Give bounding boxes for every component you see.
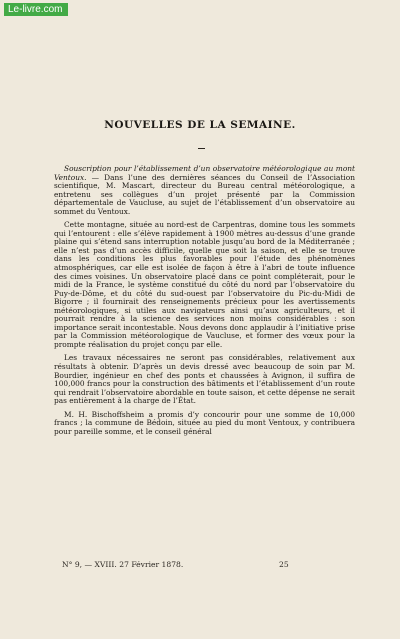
paragraph-intro — [54, 165, 355, 216]
section-heading: Souscription pour l’établissement d’un observatoire météorologique au mont Ventoux. — [54, 164, 355, 182]
issue-info: N° 9, — XVIII. 27 Février 1878. — [62, 560, 184, 569]
paragraph-mountain: Cette montagne, située au nord-est de Carpentras, domine tous les sommets qui l’entourent : elle s’élève rapidement à 1900 mètres au-dessus d’une grande plaine qui s’étend sans interruption notable jusqu’au bord de la Méditerranée ; elle n’est pas d’un accès difficile, quelle que soit la saison, et elle se trouve dans les conditions les plus favorables pour l’étude des phénomènes atmosphériques, car elle est isolée de façon à être à l’abri de toute influence des cimes voisines. Un observatoire placé dans ce point compléterait, pour le midi de la France, le système constitué du côté du nord par l’observatoire du Puy-de-Dôme, et du côté du sud-ouest par l’observatoire du Pic-du-Midi de Bigorre ; il fournirait des renseignements précieux pour les avertissements météorologiques, si utiles aux navigateurs ainsi qu’aux agriculteurs, et il pourrait rendre à la science des services non moins considérables : son importance serait incontestable. Nous devons donc applaudir à l’initiative prise par la Commission météorologique de Vaucluse, et former des vœux pour la prompte réalisation du projet conçu par elle. — [54, 220, 355, 349]
paragraph-intro-text: — Dans l’une des dernières séances du Conseil de l’Association scientifique, M. Mascart, directeur du Bureau central météorologique, a entretenu ses collègues d’un projet présenté par la Commission départementale de Vaucluse, au sujet de l’établissement d’un observatoire au sommet du Ventoux. — [54, 172, 355, 216]
title-separator — [198, 148, 205, 149]
site-watermark-banner: Le-livre.com — [4, 3, 68, 16]
page-number: 25 — [279, 560, 289, 569]
article-body — [54, 165, 355, 436]
paragraph-costs: Les travaux nécessaires ne seront pas considérables, relativement aux résultats à obtenir. D’après un devis dressé avec beaucoup de soin par M. Bourdier, ingénieur en chef des ponts et chaussées à Avignon, il suffira de 100,000 francs pour la construction des bâtiments et l’établissement d’un route qui rendrait l’observatoire abordable en toute saison, et cette dépense ne serait pas entièrement à la charge de l’État. — [54, 353, 355, 406]
paragraph-contributions: M. H. Bischoffsheim a promis d’y concourir pour une somme de 10,000 francs ; la commune de Bédoin, située au pied du mont Ventoux, y contribuera pour pareille somme, et le conseil général — [54, 409, 355, 436]
page-title: NOUVELLES DE LA SEMAINE. — [104, 119, 296, 131]
